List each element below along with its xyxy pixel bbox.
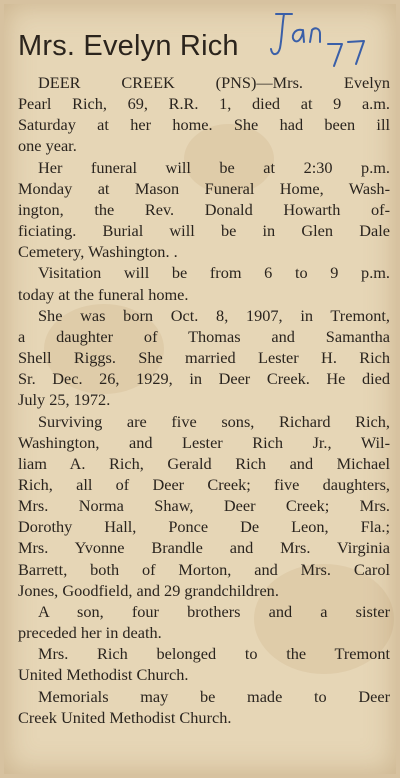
obituary-line: Barrett, both of Morton, and Mrs. Carol	[18, 559, 390, 579]
obituary-line: Mrs. Yvonne Brandle and Mrs. Virginia	[18, 538, 390, 558]
obituary-paragraph	[18, 157, 390, 263]
handwritten-date-annotation	[270, 8, 374, 74]
obituary-paragraph	[18, 72, 390, 157]
obituary-paragraph	[18, 643, 390, 685]
obituary-paragraph	[18, 411, 390, 601]
obituary-line: Her funeral will be at 2:30 p.m.	[38, 157, 390, 177]
obituary-paragraph	[18, 262, 390, 304]
obituary-line: one year.	[18, 136, 77, 156]
obituary-body	[18, 72, 390, 728]
obituary-line: Washington, and Lester Rich Jr., Wil-	[18, 432, 390, 452]
obituary-paragraph	[18, 305, 390, 411]
newspaper-clipping	[4, 4, 396, 774]
obituary-line: Creek United Methodist Church.	[18, 707, 232, 727]
obituary-line: DEER CREEK (PNS)—Mrs. Evelyn	[38, 73, 390, 92]
obituary-line: United Methodist Church.	[18, 665, 189, 685]
obituary-line: Shell Riggs. She married Lester H. Rich	[18, 348, 390, 368]
obituary-headline: Mrs. Evelyn Rich	[18, 30, 239, 62]
obituary-line: Jones, Goodfield, and 29 grandchildren.	[18, 580, 279, 600]
obituary-line: Surviving are five sons, Richard Rich,	[38, 411, 390, 431]
obituary-line: Sr. Dec. 26, 1929, in Deer Creek. He died	[18, 369, 390, 389]
obituary-line: today at the funeral home.	[18, 284, 189, 304]
obituary-paragraph	[18, 686, 390, 728]
obituary-line: Pearl Rich, 69, R.R. 1, died at 9 a.m.	[18, 94, 390, 114]
obituary-line: Saturday at her home. She had been ill	[18, 115, 390, 135]
obituary-line: She was born Oct. 8, 1907, in Tremont,	[38, 305, 390, 325]
obituary-line: Memorials may be made to Deer	[38, 686, 390, 706]
obituary-line: a daughter of Thomas and Samantha	[18, 326, 390, 346]
obituary-line: Visitation will be from 6 to 9 p.m.	[38, 263, 390, 283]
obituary-line: ficiating. Burial will be in Glen Dale	[18, 221, 390, 241]
obituary-line: liam A. Rich, Gerald Rich and Michael	[18, 453, 390, 473]
obituary-line: A son, four brothers and a sister	[38, 601, 390, 621]
handwritten-date-mark	[270, 8, 374, 74]
obituary-line: ington, the Rev. Donald Howarth of-	[18, 199, 390, 219]
obituary-line: Monday at Mason Funeral Home, Wash-	[18, 178, 390, 198]
obituary-line: Rich, all of Deer Creek; five daughters,	[18, 474, 390, 494]
obituary-line: Cemetery, Washington. .	[18, 242, 178, 262]
obituary-line: July 25, 1972.	[18, 390, 111, 410]
obituary-line: Dorothy Hall, Ponce De Leon, Fla.;	[18, 517, 390, 537]
obituary-line: Mrs. Norma Shaw, Deer Creek; Mrs.	[18, 496, 390, 516]
obituary-line: Mrs. Rich belonged to the Tremont	[38, 644, 390, 664]
obituary-line: preceded her in death.	[18, 623, 162, 643]
obituary-paragraph	[18, 601, 390, 643]
